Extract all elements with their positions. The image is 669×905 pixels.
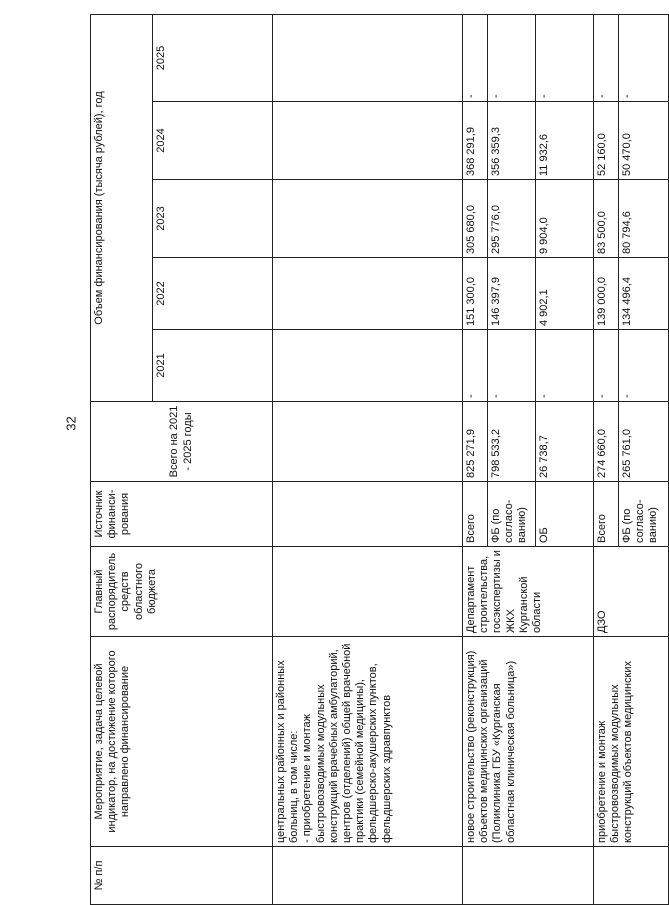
cell-manager xyxy=(273,547,463,637)
header-source: Источник финанси-рования xyxy=(91,482,273,547)
cell-2022: 139 000,0 xyxy=(594,258,619,330)
cell-2025: - xyxy=(488,14,536,101)
cell-2021: - xyxy=(619,330,669,402)
header-measure: Мероприятие, задача целевой индикатор, на достижение которого направлено финансирование xyxy=(91,637,273,847)
cell-2025: - xyxy=(619,14,669,101)
cell-2023 xyxy=(273,180,463,258)
cell-2022 xyxy=(273,258,463,330)
cell-source: ФБ (по согласо-ванию) xyxy=(488,482,536,547)
cell-2023: 80 794,6 xyxy=(619,180,669,258)
cell-total: 26 738,7 xyxy=(536,402,594,482)
cell-source: Всего xyxy=(463,482,488,547)
cell-2021: - xyxy=(594,330,619,402)
header-total: Всего на 2021 - 2025 годы xyxy=(91,402,273,482)
cell-num xyxy=(273,847,463,905)
cell-2023: 83 500,0 xyxy=(594,180,619,258)
cell-2024 xyxy=(273,102,463,180)
cell-source xyxy=(273,482,463,547)
financing-table-wrapper xyxy=(90,15,660,905)
header-manager: Главный распорядитель средств областного бюджета xyxy=(91,547,273,637)
cell-source: Всего xyxy=(594,482,619,547)
header-year-2023: 2023 xyxy=(153,180,273,258)
cell-2021: - xyxy=(536,330,594,402)
cell-2024: 52 160,0 xyxy=(594,102,619,180)
cell-2022: 134 496,4 xyxy=(619,258,669,330)
cell-2021: - xyxy=(488,330,536,402)
header-year-2021: 2021 xyxy=(153,330,273,402)
cell-2022: 146 397,9 xyxy=(488,258,536,330)
cell-manager: Департамент строительства, госэкспертизы и ЖКХ Курганской области xyxy=(463,547,594,637)
page-number: 32 xyxy=(63,416,79,431)
cell-total: 274 660,0 xyxy=(594,402,619,482)
cell-2021 xyxy=(273,330,463,402)
cell-2023: 305 680,0 xyxy=(463,180,488,258)
cell-2025: - xyxy=(463,14,488,101)
cell-2022: 151 300,0 xyxy=(463,258,488,330)
cell-2024: 356 359,3 xyxy=(488,102,536,180)
cell-2024: 368 291,9 xyxy=(463,102,488,180)
cell-2023: 295 776,0 xyxy=(488,180,536,258)
cell-2021: - xyxy=(463,330,488,402)
cell-source: ФБ (по согласо-ванию) xyxy=(619,482,669,547)
cell-measure: новое строительство (реконструкция) объектов медицинских организаций (Поликлиника ГБУ «Курганская областная клиническая больница») xyxy=(463,637,594,847)
cell-2025 xyxy=(273,14,463,101)
cell-total: 798 533,2 xyxy=(488,402,536,482)
cell-measure: приобретение и монтаж быстровозводимых модульных конструкций объектов медицинских xyxy=(594,637,669,847)
header-num: № п/п xyxy=(91,847,273,905)
header-year-2025: 2025 xyxy=(153,14,273,101)
cell-2024: 11 932,6 xyxy=(536,102,594,180)
cell-2025: - xyxy=(594,14,619,101)
cell-total: 265 761,0 xyxy=(619,402,669,482)
header-volume: Объем финансирования (тысяча рублей), год xyxy=(91,14,153,401)
financing-table xyxy=(90,14,669,905)
cell-2025: - xyxy=(536,14,594,101)
cell-total xyxy=(273,402,463,482)
cell-num xyxy=(594,847,669,905)
cell-measure: центральных районных и районных больниц, в том числе: - приобретение и монтаж быстровозводимых модульных конструкций врачебных амбулаторий, центров (отделений) общей врачебной практики (семейной медицины), фельдшерско-акушерских пунктов, фельдшерских здравпунктов xyxy=(273,637,463,847)
cell-manager: ДЗО xyxy=(594,547,669,637)
cell-2024: 50 470,0 xyxy=(619,102,669,180)
cell-2022: 4 902,1 xyxy=(536,258,594,330)
header-year-2024: 2024 xyxy=(153,102,273,180)
cell-total: 825 271,9 xyxy=(463,402,488,482)
cell-2023: 9 904,0 xyxy=(536,180,594,258)
table-row xyxy=(594,14,619,904)
cell-source: ОБ xyxy=(536,482,594,547)
table-row xyxy=(273,14,463,904)
table-row xyxy=(463,14,488,904)
header-year-2022: 2022 xyxy=(153,258,273,330)
cell-num xyxy=(463,847,594,905)
